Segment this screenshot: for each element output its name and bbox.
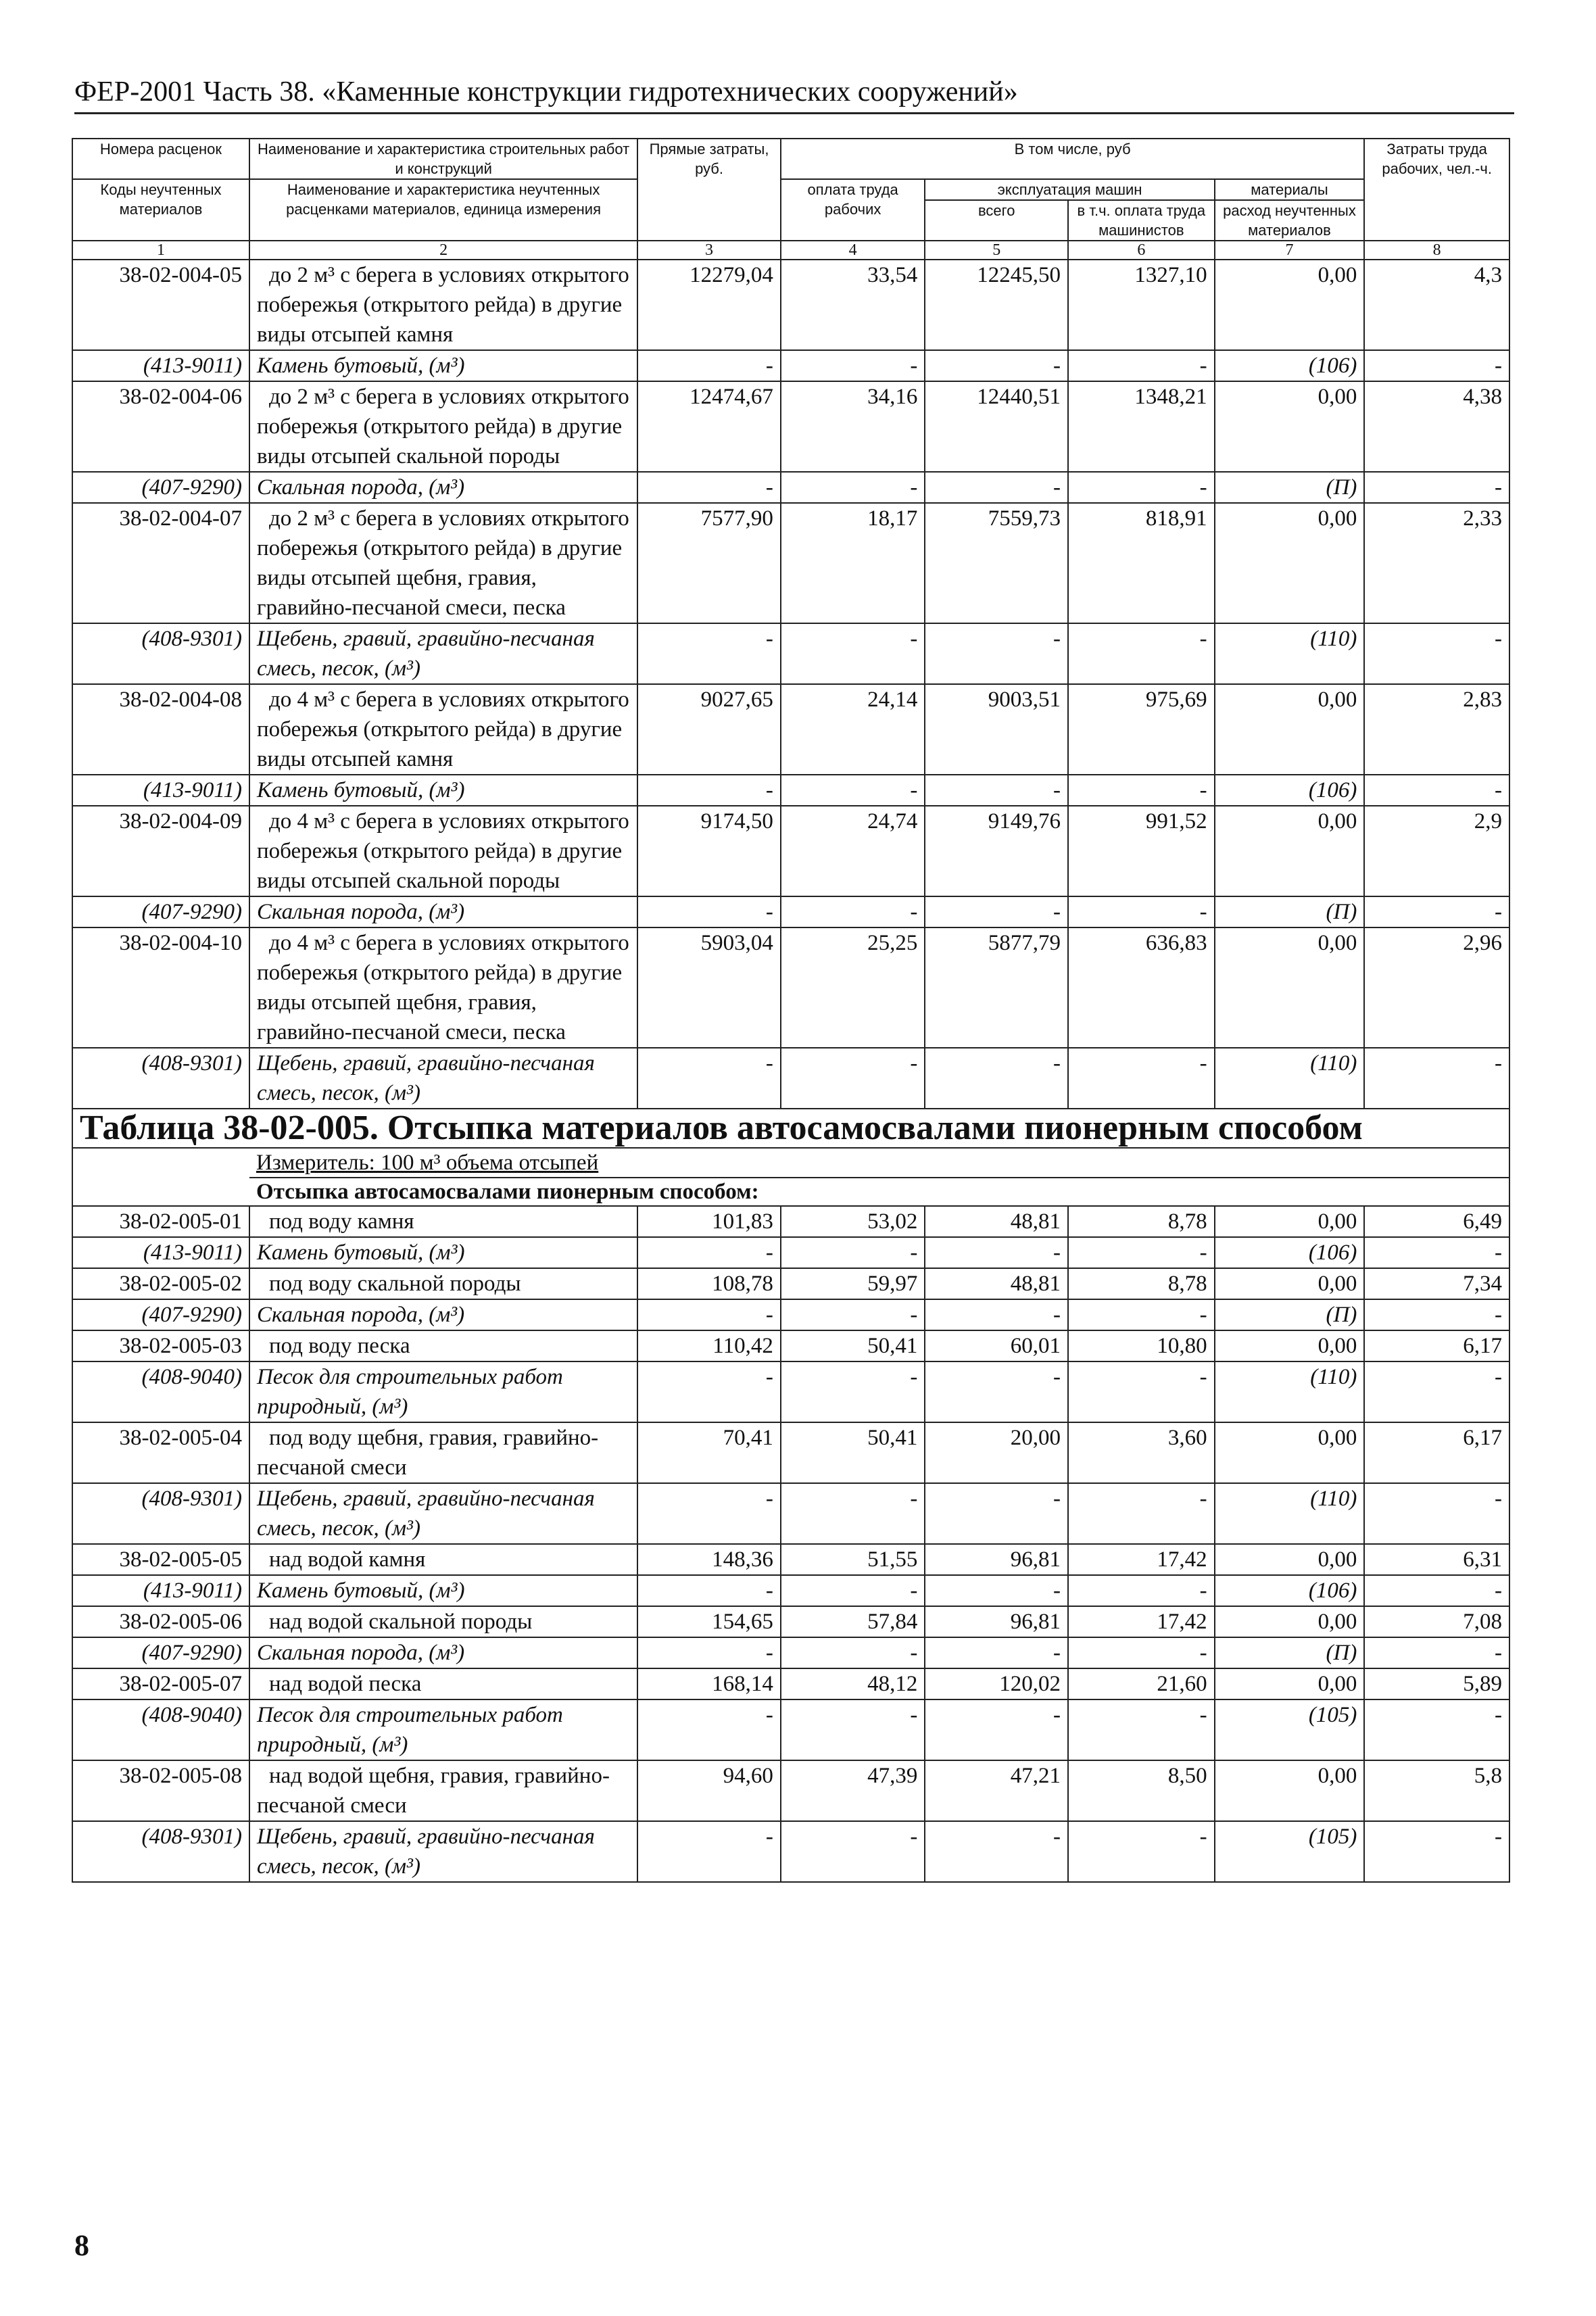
material-labor-hours: - (1364, 1361, 1509, 1422)
material-machinist-pay: - (1068, 1821, 1215, 1882)
material-machinist-pay: - (1068, 775, 1215, 806)
material-machine-total: - (925, 775, 1068, 806)
rate-code: 38-02-005-07 (72, 1668, 249, 1699)
machine-total: 9003,51 (925, 684, 1068, 775)
material-machinist-pay: - (1068, 896, 1215, 927)
material-rate-code: (408-9301) (72, 1821, 249, 1882)
machinist-pay: 8,78 (1068, 1268, 1215, 1299)
direct-costs: 9174,50 (637, 806, 781, 896)
machinist-pay: 3,60 (1068, 1422, 1215, 1483)
material-labor-hours: - (1364, 623, 1509, 684)
header-material-consumption: расход неучтенных материалов (1215, 200, 1365, 241)
machine-total: 120,02 (925, 1668, 1068, 1699)
material-direct-costs: - (637, 1048, 781, 1109)
material-row (72, 775, 1509, 806)
work-description: до 4 м³ с берега в условиях открытого побережья (открытого рейда) в другие виды отсыпей камня (249, 684, 637, 775)
material-direct-costs: - (637, 350, 781, 381)
labor-hours: 4,38 (1364, 381, 1509, 472)
table-38-02-004-body (72, 260, 1509, 1109)
direct-costs: 168,14 (637, 1668, 781, 1699)
material-consumption: 0,00 (1215, 1668, 1365, 1699)
material-row (72, 1048, 1509, 1109)
material-machine-total: - (925, 1699, 1068, 1760)
rate-code: 38-02-004-07 (72, 503, 249, 623)
material-machinist-pay: - (1068, 1237, 1215, 1268)
column-number: 8 (1364, 241, 1509, 260)
material-worker-pay: - (781, 896, 925, 927)
table-row (72, 927, 1509, 1048)
material-machine-total: - (925, 1821, 1068, 1882)
table-row (72, 1422, 1509, 1483)
machinist-pay: 1327,10 (1068, 260, 1215, 350)
labor-hours: 2,9 (1364, 806, 1509, 896)
material-material-consumption: (110) (1215, 1048, 1365, 1109)
material-machinist-pay: - (1068, 472, 1215, 503)
direct-costs: 12474,67 (637, 381, 781, 472)
material-labor-hours: - (1364, 896, 1509, 927)
machine-total: 7559,73 (925, 503, 1068, 623)
material-row (72, 1821, 1509, 1882)
work-description: до 4 м³ с берега в условиях открытого побережья (открытого рейда) в другие виды отсыпей скальной породы (249, 806, 637, 896)
material-consumption: 0,00 (1215, 806, 1365, 896)
material-worker-pay: - (781, 775, 925, 806)
table-row (72, 1206, 1509, 1237)
material-row (72, 1237, 1509, 1268)
labor-hours: 2,96 (1364, 927, 1509, 1048)
material-rate-code: (413-9011) (72, 350, 249, 381)
direct-costs: 101,83 (637, 1206, 781, 1237)
material-material-consumption: (П) (1215, 896, 1365, 927)
material-material-consumption: (П) (1215, 1299, 1365, 1330)
header-including: В том числе, руб (781, 139, 1365, 179)
material-labor-hours: - (1364, 1637, 1509, 1668)
material-work-description: Щебень, гравий, гравийно-песчаная смесь, песок, (м³) (249, 623, 637, 684)
material-machinist-pay: - (1068, 1699, 1215, 1760)
material-machinist-pay: - (1068, 1361, 1215, 1422)
machine-total: 96,81 (925, 1606, 1068, 1637)
material-work-description: Щебень, гравий, гравийно-песчаная смесь, песок, (м³) (249, 1483, 637, 1544)
worker-pay: 57,84 (781, 1606, 925, 1637)
direct-costs: 7577,90 (637, 503, 781, 623)
header-machinist-pay: в т.ч. оплата труда машинистов (1068, 200, 1215, 241)
work-description: над водой песка (249, 1668, 637, 1699)
rate-code: 38-02-005-06 (72, 1606, 249, 1637)
column-number: 3 (637, 241, 781, 260)
rate-code: 38-02-005-03 (72, 1330, 249, 1361)
material-rate-code: (413-9011) (72, 1575, 249, 1606)
machinist-pay: 975,69 (1068, 684, 1215, 775)
material-material-consumption: (106) (1215, 1237, 1365, 1268)
material-worker-pay: - (781, 1361, 925, 1422)
material-consumption: 0,00 (1215, 260, 1365, 350)
material-labor-hours: - (1364, 1299, 1509, 1330)
material-row (72, 350, 1509, 381)
table-38-02-005-body (72, 1206, 1509, 1882)
machine-total: 48,81 (925, 1268, 1068, 1299)
labor-hours: 7,34 (1364, 1268, 1509, 1299)
material-row (72, 623, 1509, 684)
material-machine-total: - (925, 623, 1068, 684)
column-number: 6 (1068, 241, 1215, 260)
material-machine-total: - (925, 1483, 1068, 1544)
rate-code: 38-02-004-10 (72, 927, 249, 1048)
worker-pay: 50,41 (781, 1422, 925, 1483)
machinist-pay: 17,42 (1068, 1544, 1215, 1575)
labor-hours: 2,83 (1364, 684, 1509, 775)
material-labor-hours: - (1364, 1821, 1509, 1882)
material-material-consumption: (110) (1215, 623, 1365, 684)
header-direct-costs: Прямые затраты, руб. (637, 139, 781, 241)
material-worker-pay: - (781, 1821, 925, 1882)
machinist-pay: 636,83 (1068, 927, 1215, 1048)
labor-hours: 6,31 (1364, 1544, 1509, 1575)
worker-pay: 34,16 (781, 381, 925, 472)
table-row (72, 503, 1509, 623)
machine-total: 47,21 (925, 1760, 1068, 1821)
material-rate-code: (408-9301) (72, 623, 249, 684)
work-description: до 2 м³ с берега в условиях открытого побережья (открытого рейда) в другие виды отсыпей щебня, гравия, гравийно-песчаной смеси, песка (249, 503, 637, 623)
material-worker-pay: - (781, 1483, 925, 1544)
material-rate-code: (407-9290) (72, 1637, 249, 1668)
material-direct-costs: - (637, 1299, 781, 1330)
material-worker-pay: - (781, 1237, 925, 1268)
material-direct-costs: - (637, 1483, 781, 1544)
material-work-description: Скальная порода, (м³) (249, 472, 637, 503)
table-row (72, 1606, 1509, 1637)
worker-pay: 24,74 (781, 806, 925, 896)
material-material-consumption: (106) (1215, 775, 1365, 806)
material-direct-costs: - (637, 623, 781, 684)
material-labor-hours: - (1364, 472, 1509, 503)
price-table (72, 138, 1510, 1883)
worker-pay: 24,14 (781, 684, 925, 775)
table-38-02-005-heading (72, 1109, 1509, 1206)
material-material-consumption: (105) (1215, 1821, 1365, 1882)
material-machinist-pay: - (1068, 1575, 1215, 1606)
column-number: 2 (249, 241, 637, 260)
header-work-description: Наименование и характеристика строительных работ и конструкций (249, 139, 637, 179)
material-row (72, 1299, 1509, 1330)
material-direct-costs: - (637, 1237, 781, 1268)
work-description: под воду скальной породы (249, 1268, 637, 1299)
rate-code: 38-02-005-01 (72, 1206, 249, 1237)
measurement-unit: Измеритель: 100 м³ объема отсыпей (256, 1151, 599, 1175)
table-row (72, 1330, 1509, 1361)
table-row (72, 381, 1509, 472)
material-consumption: 0,00 (1215, 1544, 1365, 1575)
material-row (72, 472, 1509, 503)
material-rate-code: (413-9011) (72, 775, 249, 806)
worker-pay: 48,12 (781, 1668, 925, 1699)
material-row (72, 896, 1509, 927)
material-machine-total: - (925, 472, 1068, 503)
column-number: 7 (1215, 241, 1365, 260)
work-description: над водой скальной породы (249, 1606, 637, 1637)
direct-costs: 12279,04 (637, 260, 781, 350)
material-direct-costs: - (637, 1361, 781, 1422)
material-worker-pay: - (781, 623, 925, 684)
material-machine-total: - (925, 1048, 1068, 1109)
page-header: ФЕР-2001 Часть 38. «Каменные конструкции гидротехнических сооружений» (74, 76, 1514, 114)
material-material-consumption: (110) (1215, 1361, 1365, 1422)
labor-hours: 6,17 (1364, 1422, 1509, 1483)
material-row (72, 1699, 1509, 1760)
material-machinist-pay: - (1068, 623, 1215, 684)
material-work-description: Камень бутовый, (м³) (249, 350, 637, 381)
material-rate-code: (407-9290) (72, 1299, 249, 1330)
material-consumption: 0,00 (1215, 1760, 1365, 1821)
machine-total: 48,81 (925, 1206, 1068, 1237)
material-worker-pay: - (781, 350, 925, 381)
material-consumption: 0,00 (1215, 503, 1365, 623)
table-row (72, 1268, 1509, 1299)
direct-costs: 70,41 (637, 1422, 781, 1483)
material-work-description: Песок для строительных работ природный, (м³) (249, 1361, 637, 1422)
header-machine-total: всего (925, 200, 1068, 241)
work-description: под воду камня (249, 1206, 637, 1237)
material-rate-code: (408-9301) (72, 1483, 249, 1544)
direct-costs: 5903,04 (637, 927, 781, 1048)
header-material-description: Наименование и характеристика неучтенных расценками материалов, единица измерения (249, 179, 637, 241)
material-consumption: 0,00 (1215, 1330, 1365, 1361)
rate-code: 38-02-004-08 (72, 684, 249, 775)
material-work-description: Скальная порода, (м³) (249, 896, 637, 927)
material-labor-hours: - (1364, 350, 1509, 381)
material-direct-costs: - (637, 1637, 781, 1668)
material-work-description: Камень бутовый, (м³) (249, 1575, 637, 1606)
material-consumption: 0,00 (1215, 1206, 1365, 1237)
labor-hours: 4,3 (1364, 260, 1509, 350)
material-worker-pay: - (781, 1575, 925, 1606)
material-work-description: Щебень, гравий, гравийно-песчаная смесь, песок, (м³) (249, 1821, 637, 1882)
labor-hours: 6,17 (1364, 1330, 1509, 1361)
direct-costs: 108,78 (637, 1268, 781, 1299)
material-machine-total: - (925, 896, 1068, 927)
material-labor-hours: - (1364, 1483, 1509, 1544)
material-rate-code: (407-9290) (72, 896, 249, 927)
machinist-pay: 10,80 (1068, 1330, 1215, 1361)
column-number: 4 (781, 241, 925, 260)
material-work-description: Скальная порода, (м³) (249, 1299, 637, 1330)
material-labor-hours: - (1364, 1699, 1509, 1760)
material-direct-costs: - (637, 896, 781, 927)
material-machinist-pay: - (1068, 350, 1215, 381)
material-row (72, 1575, 1509, 1606)
rate-code: 38-02-005-04 (72, 1422, 249, 1483)
material-direct-costs: - (637, 775, 781, 806)
material-machine-total: - (925, 1361, 1068, 1422)
labor-hours: 5,8 (1364, 1760, 1509, 1821)
machinist-pay: 1348,21 (1068, 381, 1215, 472)
direct-costs: 110,42 (637, 1330, 781, 1361)
labor-hours: 2,33 (1364, 503, 1509, 623)
machinist-pay: 21,60 (1068, 1668, 1215, 1699)
header-labor-hours: Затраты труда рабочих, чел.-ч. (1364, 139, 1509, 241)
material-machine-total: - (925, 1237, 1068, 1268)
machinist-pay: 8,50 (1068, 1760, 1215, 1821)
work-description: под воду щебня, гравия, гравийно-песчаной смеси (249, 1422, 637, 1483)
direct-costs: 154,65 (637, 1606, 781, 1637)
page-number: 8 (74, 2229, 89, 2262)
machinist-pay: 991,52 (1068, 806, 1215, 896)
header-materials: материалы (1215, 179, 1365, 200)
worker-pay: 53,02 (781, 1206, 925, 1237)
material-rate-code: (413-9011) (72, 1237, 249, 1268)
material-worker-pay: - (781, 1048, 925, 1109)
worker-pay: 47,39 (781, 1760, 925, 1821)
group-title: Отсыпка автосамосвалами пионерным способом: (256, 1180, 759, 1204)
material-direct-costs: - (637, 1821, 781, 1882)
material-worker-pay: - (781, 1637, 925, 1668)
material-machine-total: - (925, 1299, 1068, 1330)
machine-total: 12245,50 (925, 260, 1068, 350)
work-description: над водой щебня, гравия, гравийно-песчаной смеси (249, 1760, 637, 1821)
material-consumption: 0,00 (1215, 1268, 1365, 1299)
machine-total: 12440,51 (925, 381, 1068, 472)
material-consumption: 0,00 (1215, 1606, 1365, 1637)
material-machine-total: - (925, 1637, 1068, 1668)
machine-total: 60,01 (925, 1330, 1068, 1361)
material-worker-pay: - (781, 1299, 925, 1330)
material-material-consumption: (105) (1215, 1699, 1365, 1760)
machine-total: 20,00 (925, 1422, 1068, 1483)
header-machine-operation: эксплуатация машин (925, 179, 1214, 200)
worker-pay: 50,41 (781, 1330, 925, 1361)
machinist-pay: 8,78 (1068, 1206, 1215, 1237)
rate-code: 38-02-004-09 (72, 806, 249, 896)
machine-total: 5877,79 (925, 927, 1068, 1048)
material-consumption: 0,00 (1215, 381, 1365, 472)
material-labor-hours: - (1364, 1048, 1509, 1109)
machinist-pay: 818,91 (1068, 503, 1215, 623)
direct-costs: 148,36 (637, 1544, 781, 1575)
work-description: до 2 м³ с берега в условиях открытого побережья (открытого рейда) в другие виды отсыпей скальной породы (249, 381, 637, 472)
material-direct-costs: - (637, 1699, 781, 1760)
worker-pay: 18,17 (781, 503, 925, 623)
table-row (72, 1760, 1509, 1821)
material-worker-pay: - (781, 472, 925, 503)
material-material-consumption: (106) (1215, 350, 1365, 381)
worker-pay: 25,25 (781, 927, 925, 1048)
header-worker-pay: оплата труда рабочих (781, 179, 925, 241)
direct-costs: 9027,65 (637, 684, 781, 775)
material-rate-code: (408-9301) (72, 1048, 249, 1109)
material-consumption: 0,00 (1215, 927, 1365, 1048)
column-numbers-row (72, 241, 1509, 260)
material-material-consumption: (106) (1215, 1575, 1365, 1606)
machine-total: 96,81 (925, 1544, 1068, 1575)
material-work-description: Камень бутовый, (м³) (249, 775, 637, 806)
material-row (72, 1483, 1509, 1544)
material-row (72, 1361, 1509, 1422)
material-rate-code: (407-9290) (72, 472, 249, 503)
material-consumption: 0,00 (1215, 684, 1365, 775)
rate-code: 38-02-005-05 (72, 1544, 249, 1575)
work-description: под воду песка (249, 1330, 637, 1361)
material-row (72, 1637, 1509, 1668)
material-labor-hours: - (1364, 1575, 1509, 1606)
column-number: 5 (925, 241, 1068, 260)
labor-hours: 7,08 (1364, 1606, 1509, 1637)
worker-pay: 51,55 (781, 1544, 925, 1575)
rate-code: 38-02-005-08 (72, 1760, 249, 1821)
table-row (72, 1544, 1509, 1575)
material-machinist-pay: - (1068, 1048, 1215, 1109)
material-material-consumption: (110) (1215, 1483, 1365, 1544)
material-rate-code: (408-9040) (72, 1699, 249, 1760)
material-direct-costs: - (637, 472, 781, 503)
table-row (72, 684, 1509, 775)
direct-costs: 94,60 (637, 1760, 781, 1821)
work-description: над водой камня (249, 1544, 637, 1575)
material-machine-total: - (925, 350, 1068, 381)
labor-hours: 6,49 (1364, 1206, 1509, 1237)
material-material-consumption: (П) (1215, 472, 1365, 503)
material-worker-pay: - (781, 1699, 925, 1760)
table-row (72, 260, 1509, 350)
column-number: 1 (72, 241, 249, 260)
rate-code: 38-02-004-05 (72, 260, 249, 350)
material-labor-hours: - (1364, 1237, 1509, 1268)
machine-total: 9149,76 (925, 806, 1068, 896)
machinist-pay: 17,42 (1068, 1606, 1215, 1637)
material-direct-costs: - (637, 1575, 781, 1606)
work-description: до 2 м³ с берега в условиях открытого побережья (открытого рейда) в другие виды отсыпей камня (249, 260, 637, 350)
section-title: Таблица 38-02-005. Отсыпка материалов автосамосвалами пионерным способом (72, 1109, 1509, 1148)
worker-pay: 59,97 (781, 1268, 925, 1299)
worker-pay: 33,54 (781, 260, 925, 350)
material-work-description: Песок для строительных работ природный, (м³) (249, 1699, 637, 1760)
material-machinist-pay: - (1068, 1637, 1215, 1668)
header-rate-numbers: Номера расценок (72, 139, 249, 179)
material-work-description: Щебень, гравий, гравийно-песчаная смесь, песок, (м³) (249, 1048, 637, 1109)
material-machine-total: - (925, 1575, 1068, 1606)
table-row (72, 1668, 1509, 1699)
rate-code: 38-02-005-02 (72, 1268, 249, 1299)
labor-hours: 5,89 (1364, 1668, 1509, 1699)
table-row (72, 806, 1509, 896)
material-rate-code: (408-9040) (72, 1361, 249, 1422)
material-machinist-pay: - (1068, 1483, 1215, 1544)
material-work-description: Камень бутовый, (м³) (249, 1237, 637, 1268)
header-material-codes: Коды неучтенных материалов (72, 179, 249, 241)
material-machinist-pay: - (1068, 1299, 1215, 1330)
material-labor-hours: - (1364, 775, 1509, 806)
material-material-consumption: (П) (1215, 1637, 1365, 1668)
material-consumption: 0,00 (1215, 1422, 1365, 1483)
material-work-description: Скальная порода, (м³) (249, 1637, 637, 1668)
work-description: до 4 м³ с берега в условиях открытого побережья (открытого рейда) в другие виды отсыпей щебня, гравия, гравийно-песчаной смеси, песка (249, 927, 637, 1048)
rate-code: 38-02-004-06 (72, 381, 249, 472)
